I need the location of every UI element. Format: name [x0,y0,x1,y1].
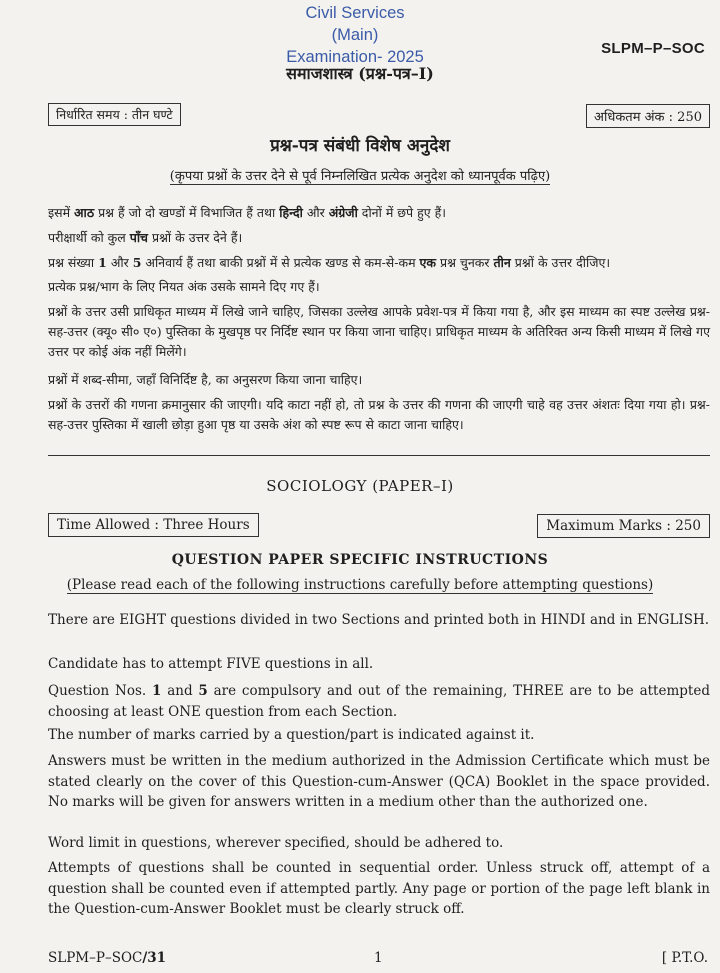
instruction-hindi-7: प्रश्नों के उत्तरों की गणना क्रमानुसार की जाएगी। यदि काटा नहीं हो, तो प्रश्न के उत्तर की गणना की जाएगी चाहे वह उत्तर अंशतः दिया गया हो। प्रश्न-सह-उत्तर पुस्तिका में खाली छोड़ा हुआ पृष्ठ या उसके अंश को स्पष्ट रूप से काटा जाना चाहिए। [48,397,710,432]
instruction-english-6: Word limit in questions, wherever specified, should be adhered to. [48,835,504,851]
max-marks-english: Maximum Marks : 250 [537,514,710,538]
instruction-english-5: Answers must be written in the medium authorized in the Admission Certificate which must be stated clearly on the cover of this Question-cum-Answer (QCA) Booklet in the space provided. No marks will be given for answers written in a medium other than the authorized one. [48,753,710,810]
instruction-english-3: Question Nos. 1 and 5 are compulsory and out of the remaining, THREE are to be attempted choosing at least ONE question from each Section. [48,683,710,720]
pto-marker: [ P.T.O. [661,950,708,966]
instructions-heading-hindi: प्रश्न-पत्र संबंधी विशेष अनुदेश [270,136,450,156]
subject-title-english: SOCIOLOGY (PAPER–I) [266,477,454,495]
exam-name-line1: Civil Services (Main) [305,4,405,44]
instruction-hindi-3: प्रश्न संख्या 1 और 5 अनिवार्य हैं तथा बाकी प्रश्नों में से प्रत्येक खण्ड से कम-से-कम एक प्रश्न चुनकर तीन प्रश्नों के उत्तर दीजिए। [48,255,611,270]
instruction-english-2: Candidate has to attempt FIVE questions in all. [48,656,374,672]
time-allowed-english: Time Allowed : Three Hours [48,513,259,537]
instruction-english-4: The number of marks carried by a question/part is indicated against it. [48,727,535,743]
exam-name-overlay [280,2,430,68]
max-marks-hindi: अधिकतम अंक : 250 [586,104,710,128]
time-allowed-hindi: निर्धारित समय : तीन घण्टे [48,103,181,126]
exam-name-line2: Examination- 2025 [286,48,424,66]
instruction-hindi-2: परीक्षार्थी को कुल पाँच प्रश्नों के उत्तर देने हैं। [48,230,243,245]
instruction-hindi-6: प्रश्नों में शब्द-सीमा, जहाँ विनिर्दिष्ट है, का अनुसरण किया जाना चाहिए। [48,372,363,387]
instruction-hindi-1: इसमें आठ प्रश्न हैं जो दो खण्डों में विभाजित हैं तथा हिन्दी और अंग्रेजी दोनों में छपे हुए हैं। [48,205,447,220]
paper-code: SLPM–P–SOC [601,40,705,57]
subject-title-hindi: समाजशास्त्र (प्रश्न-पत्र–I) [286,64,434,83]
instruction-english-1: There are EIGHT questions divided in two Sections and printed both in HINDI and in ENGLISH. [48,612,710,628]
page-number: 1 [374,950,383,966]
instruction-english-7: Attempts of questions shall be counted in sequential order. Unless struck off, attempt of a question shall be counted even if attempted partly. Any page or portion of the page left blank in the Question-cum-Answer Booklet must be clearly struck off. [48,860,710,917]
instructions-heading-english: QUESTION PAPER SPECIFIC INSTRUCTIONS [171,552,549,568]
section-divider [48,455,710,456]
instructions-subheading-english: (Please read each of the following instructions carefully before attempting questions) [66,577,654,593]
instructions-subheading-hindi: (कृपया प्रश्नों के उत्तर देने से पूर्व निम्नलिखित प्रत्येक अनुदेश को ध्यानपूर्वक पढ़िए) [169,169,551,184]
footer-paper-code: SLPM–P–SOC/31 [48,950,167,966]
instruction-hindi-4: प्रत्येक प्रश्न/भाग के लिए नियत अंक उसके सामने दिए गए हैं। [48,279,320,294]
instruction-hindi-5: प्रश्नों के उत्तर उसी प्राधिकृत माध्यम में लिखे जाने चाहिए, जिसका उल्लेख आपके प्रवेश-पत्र में किया गया है, और इस माध्यम का स्पष्ट उल्लेख प्रश्न-सह-उत्तर (क्यू० सी० ए०) पुस्तिका के मुखपृष्ठ पर निर्दिष्ट स्थान पर किया जाना चाहिए। प्राधिकृत माध्यम के अतिरिक्त अन्य किसी माध्यम में लिखे गए उत्तर पर कोई अंक नहीं मिलेंगे। [48,304,710,359]
